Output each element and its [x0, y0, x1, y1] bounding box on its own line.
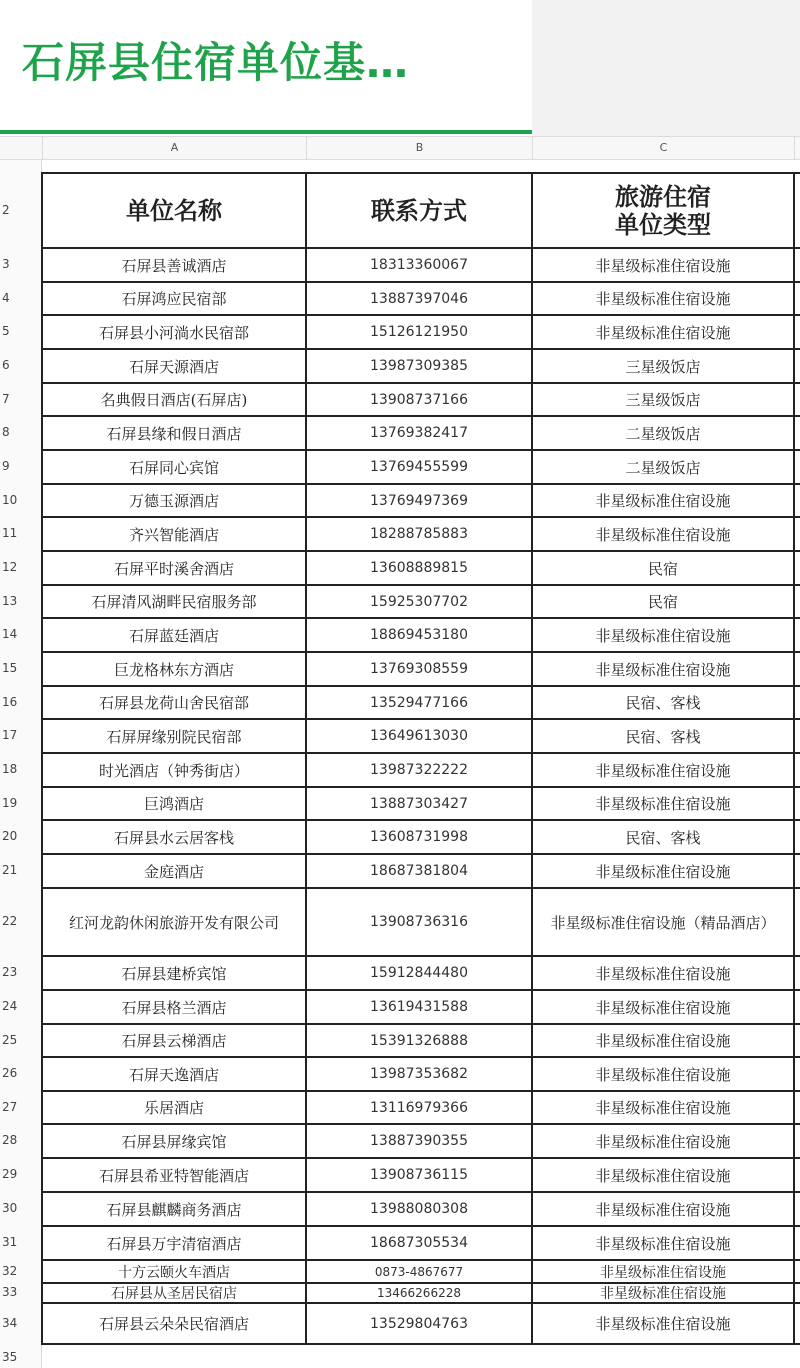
- grid-line: [42, 247, 800, 249]
- grid-line: [42, 550, 800, 552]
- cell-contact-phone[interactable]: 15912844480: [370, 965, 468, 981]
- grid-line: [42, 955, 800, 957]
- grid-line: [42, 449, 800, 451]
- row-number[interactable]: 32: [2, 1263, 18, 1278]
- grid-line: [42, 1157, 800, 1159]
- row-number[interactable]: 9: [2, 459, 10, 473]
- cell-unit-name[interactable]: 石屏县从圣居民宿店: [111, 1286, 237, 1302]
- row-number[interactable]: 20: [2, 829, 18, 843]
- cell-contact-phone[interactable]: 13608731998: [370, 829, 468, 845]
- cell-contact-phone[interactable]: 13987353682: [370, 1066, 468, 1082]
- cell-contact-phone[interactable]: 15126121950: [370, 324, 468, 340]
- row-number[interactable]: 26: [2, 1066, 18, 1080]
- row-number[interactable]: 17: [2, 728, 18, 742]
- cell-lodging-type[interactable]: 二星级饭店: [625, 424, 701, 443]
- grid-line: [42, 853, 800, 855]
- grid-line: [42, 281, 800, 283]
- row-number[interactable]: 15: [2, 661, 18, 675]
- cell-unit-name[interactable]: 石屏县屏缘宾馆: [121, 1132, 227, 1151]
- cell-contact-phone[interactable]: 15391326888: [370, 1032, 468, 1049]
- cell-lodging-type[interactable]: 非星级标准住宿设施: [595, 1065, 731, 1084]
- grid-line: [42, 1090, 800, 1092]
- select-all-corner[interactable]: [0, 137, 43, 159]
- cell-lodging-type[interactable]: 非星级标准住宿设施: [595, 525, 731, 544]
- cell-unit-name[interactable]: 十方云颐火车酒店: [118, 1264, 230, 1281]
- cell-contact-phone[interactable]: 18687381804: [370, 863, 468, 879]
- grid-line: [42, 786, 800, 788]
- cell-lodging-type[interactable]: 非星级标准住宿设施: [595, 964, 731, 983]
- cell-lodging-type[interactable]: 非星级标准住宿设施: [600, 1264, 726, 1281]
- row-number[interactable]: 33: [2, 1285, 18, 1299]
- row-number[interactable]: 21: [2, 863, 18, 877]
- grid-line: [42, 314, 800, 316]
- cell-contact-phone[interactable]: 0873-4867677: [374, 1264, 464, 1279]
- cell-unit-name[interactable]: 石屏县小河淌水民宿部: [98, 323, 249, 342]
- cell-unit-name[interactable]: 石屏县希亚特智能酒店: [98, 1166, 249, 1185]
- grid-line: [42, 752, 800, 754]
- cell-unit-name[interactable]: 石屏天源酒店: [128, 357, 219, 376]
- cell-contact-phone[interactable]: 13887390355: [370, 1133, 468, 1149]
- row-number[interactable]: 4: [2, 290, 10, 305]
- cell-lodging-type[interactable]: 非星级标准住宿设施: [595, 1099, 731, 1117]
- cell-contact-phone[interactable]: 15925307702: [370, 593, 468, 610]
- row-number[interactable]: 11: [2, 526, 18, 540]
- grid-line: [42, 1123, 800, 1125]
- cell-lodging-type[interactable]: 非星级标准住宿设施: [595, 1315, 731, 1333]
- active-tab-underline: [0, 130, 532, 134]
- cell-contact-phone[interactable]: 13988080308: [370, 1201, 468, 1217]
- cell-contact-phone[interactable]: 18313360067: [370, 257, 468, 273]
- row-number[interactable]: 3: [2, 257, 10, 271]
- header-unit-name[interactable]: 单位名称: [126, 195, 222, 225]
- cell-lodging-type[interactable]: 非星级标准住宿设施: [595, 492, 731, 510]
- row-number[interactable]: 12: [2, 560, 18, 574]
- cell-unit-name[interactable]: 石屏县缘和假日酒店: [106, 424, 242, 443]
- cell-lodging-type[interactable]: 非星级标准住宿设施: [600, 1286, 726, 1302]
- row-number[interactable]: 13: [2, 593, 18, 608]
- grid-line: [42, 685, 800, 687]
- row-number[interactable]: 23: [2, 965, 18, 979]
- grid-line: [42, 382, 800, 384]
- cell-unit-name[interactable]: 石屏县龙荷山舍民宿部: [98, 694, 249, 712]
- cell-contact-phone[interactable]: 13887303427: [370, 795, 468, 812]
- cell-lodging-type[interactable]: 非星级标准住宿设施: [595, 1234, 731, 1253]
- row-number[interactable]: 30: [2, 1201, 18, 1215]
- cell-contact-phone[interactable]: 13529804763: [370, 1315, 468, 1332]
- cell-unit-name[interactable]: 石屏县建桥宾馆: [121, 964, 227, 983]
- row-number[interactable]: 10: [2, 492, 18, 507]
- row-number[interactable]: 6: [2, 358, 10, 372]
- cell-lodging-type[interactable]: 非星级标准住宿设施: [595, 1166, 731, 1185]
- cell-contact-phone[interactable]: 13619431588: [370, 999, 468, 1015]
- cell-contact-phone[interactable]: 13887397046: [370, 290, 468, 307]
- cell-unit-name[interactable]: 名典假日酒店(石屏店): [100, 391, 248, 409]
- grid-line: [42, 887, 800, 889]
- grid-line: [42, 651, 800, 653]
- cell-unit-name[interactable]: 时光酒店（钟秀街店）: [98, 761, 249, 780]
- cell-unit-name[interactable]: 石屏县麒麟商务酒店: [106, 1200, 242, 1219]
- cell-contact-phone[interactable]: 18288785883: [370, 526, 468, 542]
- cell-unit-name[interactable]: 红河龙韵休闲旅游开发有限公司: [68, 913, 279, 932]
- cell-unit-name[interactable]: 石屏县云梯酒店: [121, 1032, 227, 1050]
- grid-line: [42, 819, 800, 821]
- grid-line: [42, 516, 800, 518]
- cell-contact-phone[interactable]: 13908736316: [370, 914, 468, 930]
- grid-line: [42, 1302, 800, 1304]
- row-number[interactable]: 34: [2, 1315, 18, 1330]
- cell-lodging-type[interactable]: 非星级标准住宿设施: [595, 626, 731, 645]
- sheet-title[interactable]: 石屏县住宿单位基…: [22, 38, 410, 87]
- cell-unit-name[interactable]: 石屏县水云居客栈: [113, 828, 234, 847]
- cell-lodging-type[interactable]: 非星级标准住宿设施: [595, 660, 731, 679]
- row-number[interactable]: 19: [2, 795, 18, 810]
- grid-line: [305, 172, 307, 1345]
- cell-lodging-type[interactable]: 民宿、客栈: [625, 828, 701, 847]
- cell-contact-phone[interactable]: 13769455599: [370, 459, 468, 475]
- cell-contact-phone[interactable]: 13769382417: [370, 425, 468, 441]
- cell-lodging-type[interactable]: 非星级标准住宿设施: [595, 290, 731, 308]
- grid-line: [42, 483, 800, 485]
- cell-lodging-type[interactable]: 民宿: [647, 593, 678, 611]
- cell-contact-phone[interactable]: 13769308559: [370, 661, 468, 677]
- cell-unit-name[interactable]: 石屏县善诚酒店: [121, 256, 227, 275]
- row-number[interactable]: 25: [2, 1032, 18, 1047]
- cell-lodging-type[interactable]: 非星级标准住宿设施: [595, 1032, 731, 1050]
- row-number[interactable]: 16: [2, 694, 18, 709]
- cell-lodging-type[interactable]: 三星级饭店: [625, 391, 701, 409]
- cell-unit-name[interactable]: 金庭酒店: [143, 862, 204, 881]
- cell-contact-phone[interactable]: 13908737166: [370, 391, 468, 408]
- title-bar-empty-area: [532, 0, 800, 136]
- cell-unit-name[interactable]: 万德玉源酒店: [128, 492, 219, 510]
- cell-lodging-type[interactable]: 非星级标准住宿设施: [595, 1132, 731, 1151]
- row-number[interactable]: 18: [2, 762, 18, 776]
- cell-contact-phone[interactable]: 13987309385: [370, 358, 468, 374]
- cell-contact-phone[interactable]: 13116979366: [370, 1099, 468, 1116]
- cell-lodging-type[interactable]: 非星级标准住宿设施: [595, 862, 731, 881]
- grid-line: [42, 1343, 800, 1345]
- grid-line: [42, 718, 800, 720]
- cell-lodging-type[interactable]: 民宿: [647, 559, 678, 578]
- cell-lodging-type[interactable]: 民宿、客栈: [625, 694, 701, 712]
- grid-line: [42, 348, 800, 350]
- grid-line: [531, 172, 533, 1345]
- cell-unit-name[interactable]: 石屏县格兰酒店: [121, 998, 227, 1017]
- row-number[interactable]: 7: [2, 391, 10, 406]
- grid-line: [793, 172, 795, 1345]
- row-number[interactable]: 14: [2, 627, 18, 641]
- row-number[interactable]: 31: [2, 1235, 18, 1249]
- cell-contact-phone[interactable]: 13608889815: [370, 560, 468, 576]
- cell-unit-name[interactable]: 石屏屏缘别院民宿部: [106, 727, 242, 746]
- cell-lodging-type[interactable]: 非星级标准住宿设施: [595, 998, 731, 1017]
- cell-contact-phone[interactable]: 13466266228: [377, 1286, 461, 1300]
- cell-contact-phone[interactable]: 13908736115: [370, 1167, 468, 1183]
- cell-contact-phone[interactable]: 18687305534: [370, 1235, 468, 1251]
- cell-lodging-type[interactable]: 非星级标准住宿设施: [595, 1200, 731, 1219]
- column-header-a[interactable]: A: [43, 137, 307, 159]
- cell-unit-name[interactable]: 巨鸿酒店: [143, 795, 204, 813]
- grid-line: [42, 415, 800, 417]
- cell-unit-name[interactable]: 石屏县万宇清宿酒店: [106, 1234, 242, 1253]
- column-header-b[interactable]: B: [307, 137, 533, 159]
- row-number[interactable]: 22: [2, 914, 18, 928]
- grid-line: [42, 1225, 800, 1227]
- cell-unit-name[interactable]: 石屏鸿应民宿部: [121, 290, 227, 308]
- grid-line: [42, 1259, 800, 1261]
- cell-lodging-type[interactable]: 非星级标准住宿设施: [595, 795, 731, 813]
- grid-line: [42, 1023, 800, 1025]
- cell-unit-name[interactable]: 石屏蓝廷酒店: [128, 626, 219, 645]
- cell-unit-name[interactable]: 石屏天逸酒店: [128, 1065, 219, 1084]
- header-contact[interactable]: 联系方式: [371, 195, 467, 225]
- grid-line: [42, 617, 800, 619]
- cell-lodging-type[interactable]: 三星级饭店: [625, 357, 701, 376]
- row-number[interactable]: 27: [2, 1099, 18, 1114]
- grid-line: [42, 1191, 800, 1193]
- sheet-title-bar: [0, 0, 532, 136]
- row-number[interactable]: 2: [2, 202, 10, 217]
- header-lodging-type[interactable]: 旅游住宿 单位类型: [615, 181, 711, 239]
- cell-lodging-type[interactable]: 非星级标准住宿设施: [595, 256, 731, 275]
- row-number[interactable]: 8: [2, 425, 10, 439]
- cell-unit-name[interactable]: 石屏同心宾馆: [128, 458, 219, 477]
- cell-contact-phone[interactable]: 13769497369: [370, 492, 468, 509]
- row-number[interactable]: 35: [2, 1350, 18, 1364]
- row-number[interactable]: 5: [2, 324, 10, 338]
- row-number[interactable]: 29: [2, 1167, 18, 1181]
- column-header-c[interactable]: C: [533, 137, 795, 159]
- column-header-row: [0, 136, 800, 160]
- cell-lodging-type[interactable]: 二星级饭店: [625, 458, 701, 477]
- cell-unit-name[interactable]: 石屏县云朵朵民宿酒店: [98, 1315, 249, 1333]
- cell-lodging-type[interactable]: 非星级标准住宿设施: [595, 761, 731, 780]
- cell-unit-name[interactable]: 乐居酒店: [143, 1099, 204, 1117]
- row-number[interactable]: 24: [2, 999, 18, 1013]
- grid-line: [42, 989, 800, 991]
- cell-lodging-type[interactable]: 非星级标准住宿设施（精品酒店）: [550, 913, 776, 932]
- grid-line: [42, 1282, 800, 1284]
- cell-unit-name[interactable]: 巨龙格林东方酒店: [113, 660, 234, 679]
- cell-unit-name[interactable]: 石屏平时溪舍酒店: [113, 559, 234, 578]
- cell-unit-name[interactable]: 石屏清风湖畔民宿服务部: [91, 593, 257, 611]
- row-number[interactable]: 28: [2, 1133, 18, 1147]
- cell-lodging-type[interactable]: 民宿、客栈: [625, 727, 701, 746]
- grid-line: [41, 172, 43, 1345]
- grid-line: [42, 172, 800, 174]
- grid-line: [42, 584, 800, 586]
- grid-line: [42, 1056, 800, 1058]
- cell-contact-phone[interactable]: 13529477166: [370, 694, 468, 711]
- cell-unit-name[interactable]: 齐兴智能酒店: [128, 525, 219, 544]
- cell-lodging-type[interactable]: 非星级标准住宿设施: [595, 323, 731, 342]
- cell-contact-phone[interactable]: 13649613030: [370, 728, 468, 744]
- cell-contact-phone[interactable]: 18869453180: [370, 627, 468, 643]
- cell-contact-phone[interactable]: 13987322222: [370, 762, 468, 778]
